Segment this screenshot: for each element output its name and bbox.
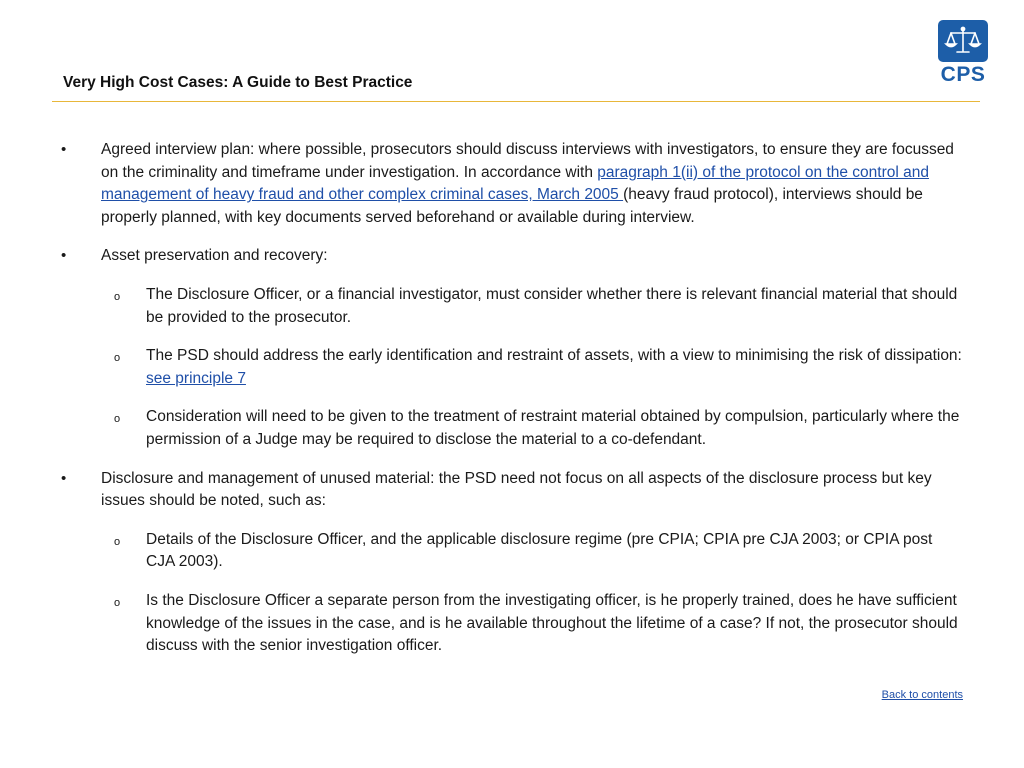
bullet-text: Asset preservation and recovery: xyxy=(101,247,328,265)
sub-bullet-text: Is the Disclosure Officer a separate person from the investigating officer, is he properly trained, does he have sufficient knowledge of the issues in the case, and is he available throughout the lifetime of a case? If not, the prosecutor should discuss with the senior investigation officer. xyxy=(146,591,958,655)
cps-logo xyxy=(938,20,988,88)
sub-bullet-disclosure-officer-details xyxy=(0,529,1024,574)
bullet-marker: • xyxy=(61,247,67,265)
back-to-contents-link[interactable]: Back to contents xyxy=(881,689,963,701)
sub-bullet-marker: o xyxy=(114,535,121,548)
sub-bullet-marker: o xyxy=(114,352,121,365)
bullet-marker: • xyxy=(61,469,67,487)
sub-bullet-text: The PSD should address the early identification and restraint of assets, with a view to minimising the risk of dissipation: xyxy=(146,347,962,365)
logo-text: CPS xyxy=(940,63,986,86)
scales-of-justice-icon xyxy=(938,20,988,62)
principle-7-link[interactable]: see principle 7 xyxy=(146,369,246,387)
heavy-fraud-protocol-link[interactable]: paragraph 1(ii) of the protocol on the control and management of heavy fraud and other complex criminal cases, March 2005 xyxy=(101,163,929,204)
sub-bullet-restraint-of-assets xyxy=(0,345,1024,390)
sub-bullet-financial-material xyxy=(0,284,1024,329)
bullet-text: Agreed interview plan: where possible, prosecutors should discuss interviews with investigators, to ensure they are focussed on the criminality and timeframe under investigation. In accordance with xyxy=(101,141,954,181)
sub-bullet-restraint-material xyxy=(0,406,1024,451)
bullet-interview-plan xyxy=(0,139,1024,229)
sub-bullet-marker: o xyxy=(114,290,121,303)
sub-bullet-text: Consideration will need to be given to the treatment of restraint material obtained by compulsion, particularly where the permission of a Judge may be required to disclose the material to a co-defendant. xyxy=(146,408,960,448)
bullet-asset-preservation xyxy=(0,245,1024,268)
header-divider xyxy=(52,101,980,102)
sub-bullet-marker: o xyxy=(114,413,121,426)
sub-bullet-text: The Disclosure Officer, or a financial investigator, must consider whether there is relevant financial material that should be provided to the prosecutor. xyxy=(146,285,958,326)
bullet-text: Disclosure and management of unused material: the PSD need not focus on all aspects of the disclosure process but key issues should be noted, such as: xyxy=(101,469,932,510)
document-body xyxy=(0,139,1024,674)
bullet-text: (heavy fraud protocol), interviews should be properly planned, with key documents served beforehand or available during interview. xyxy=(101,186,923,226)
sub-bullet-marker: o xyxy=(114,596,121,609)
page-title: Very High Cost Cases: A Guide to Best Practice xyxy=(63,74,413,91)
sub-bullet-text: Details of the Disclosure Officer, and the applicable disclosure regime (pre CPIA; CPIA pre CJA 2003; or CPIA post CJA 2003). xyxy=(146,530,933,571)
bullet-disclosure xyxy=(0,468,1024,513)
bullet-marker: • xyxy=(61,141,67,158)
sub-bullet-disclosure-officer-training xyxy=(0,590,1024,658)
